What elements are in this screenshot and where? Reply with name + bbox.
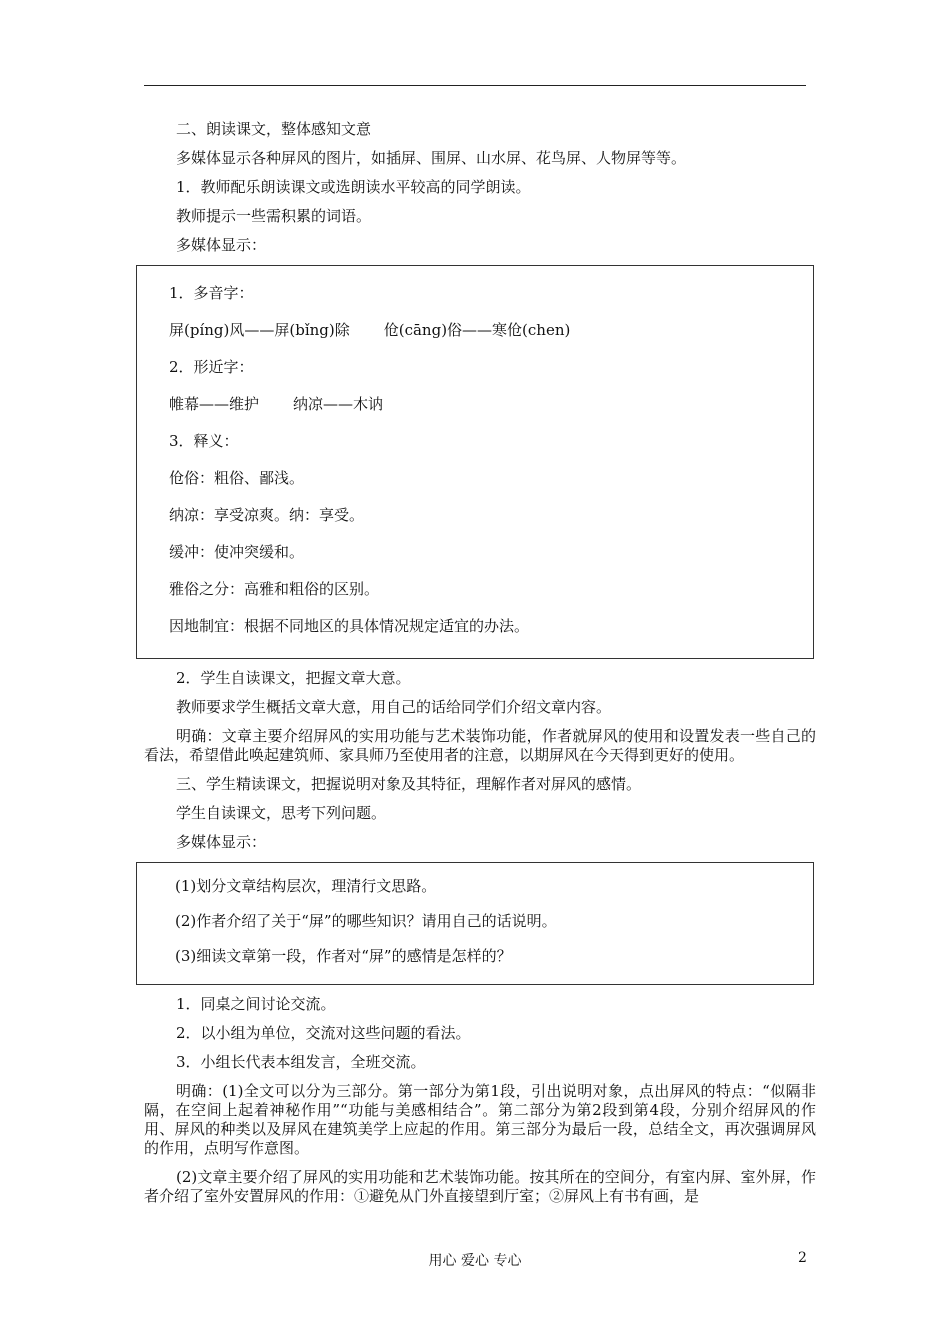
box-line: 缓冲：使冲突缓和。 (169, 543, 305, 561)
box-line: 3．释义： (169, 432, 239, 450)
box-line: (2)作者介绍了关于“屏”的哪些知识？请用自己的话说明。 (175, 912, 557, 930)
box-line: 雅俗之分：高雅和粗俗的区别。 (169, 580, 380, 598)
paragraph: 3．小组长代表本组发言，全班交流。 (176, 1053, 426, 1071)
paragraph: 多媒体显示： (176, 236, 267, 254)
paragraph: 教师要求学生概括文章大意，用自己的话给同学们介绍文章内容。 (176, 698, 612, 716)
document-body (144, 120, 816, 1216)
box-line: 2．形近字： (169, 358, 254, 376)
header-rule (144, 85, 806, 86)
box-line: 纳凉：享受凉爽。纳：享受。 (169, 506, 365, 524)
paragraph: 明确：(1)全文可以分为三部分。第一部分为第1段，引出说明对象，点出屏风的特点：“似隔非隔，在空间上起着神秘作用”“功能与美感相结合”。第二部分为第2段到第4段，分别介绍屏风的作用、屏风的种类以及屏风在建筑美学上应起的作用。第三部分为最后一段，总结全文，再次强调屏风的作用，点明写作意图。 (144, 1082, 816, 1157)
paragraph: 多媒体显示： (176, 833, 267, 851)
box-line: (1)划分文章结构层次，理清行文思路。 (175, 877, 437, 895)
footer-text: 用心 爱心 专心 (428, 1253, 522, 1269)
paragraph: 1．同桌之间讨论交流。 (176, 995, 336, 1013)
box-line (137, 395, 813, 414)
word-pair: 帷幕——维护 (169, 395, 260, 413)
box-line (137, 321, 813, 340)
box-line: (3)细读文章第一段，作者对“屏”的感情是怎样的？ (175, 947, 512, 965)
word-pair: 屏(píng)风——屏(bǐng)除 (169, 321, 350, 339)
paragraph: 学生自读课文，思考下列问题。 (176, 804, 387, 822)
paragraph: 多媒体显示各种屏风的图片，如插屏、围屏、山水屏、花鸟屏、人物屏等等。 (176, 149, 687, 167)
questions-box (136, 862, 814, 985)
box-line: 1．多音字： (169, 284, 254, 302)
paragraph: 教师提示一些需积累的词语。 (176, 207, 372, 225)
paragraph: 明确：文章主要介绍屏风的实用功能与艺术装饰功能，作者就屏风的使用和设置发表一些自己的看法，希望借此唤起建筑师、家具师乃至使用者的注意，以期屏风在今天得到更好的使用。 (144, 727, 816, 764)
box-line: 伧俗：粗俗、鄙浅。 (169, 469, 305, 487)
paragraph: 三、学生精读课文，把握说明对象及其特征，理解作者对屏风的感情。 (176, 775, 642, 793)
vocabulary-box (136, 265, 814, 659)
paragraph: 二、朗读课文，整体感知文意 (176, 120, 372, 138)
word-pair: 伧(cāng)俗——寒伧(chen) (383, 321, 571, 339)
word-pair: 纳凉——木讷 (293, 395, 384, 413)
box-line: 因地制宜：根据不同地区的具体情况规定适宜的办法。 (169, 617, 530, 635)
paragraph: 2．以小组为单位，交流对这些问题的看法。 (176, 1024, 471, 1042)
page-number: 2 (798, 1250, 807, 1266)
paragraph: 1．教师配乐朗读课文或选朗读水平较高的同学朗读。 (176, 178, 531, 196)
paragraph: 2．学生自读课文，把握文章大意。 (176, 669, 411, 687)
paragraph: (2)文章主要介绍了屏风的实用功能和艺术装饰功能。按其所在的空间分，有室内屏、室外屏，作者介绍了室外安置屏风的作用：①避免从门外直接望到厅室；②屏风上有书有画，是 (144, 1168, 816, 1205)
